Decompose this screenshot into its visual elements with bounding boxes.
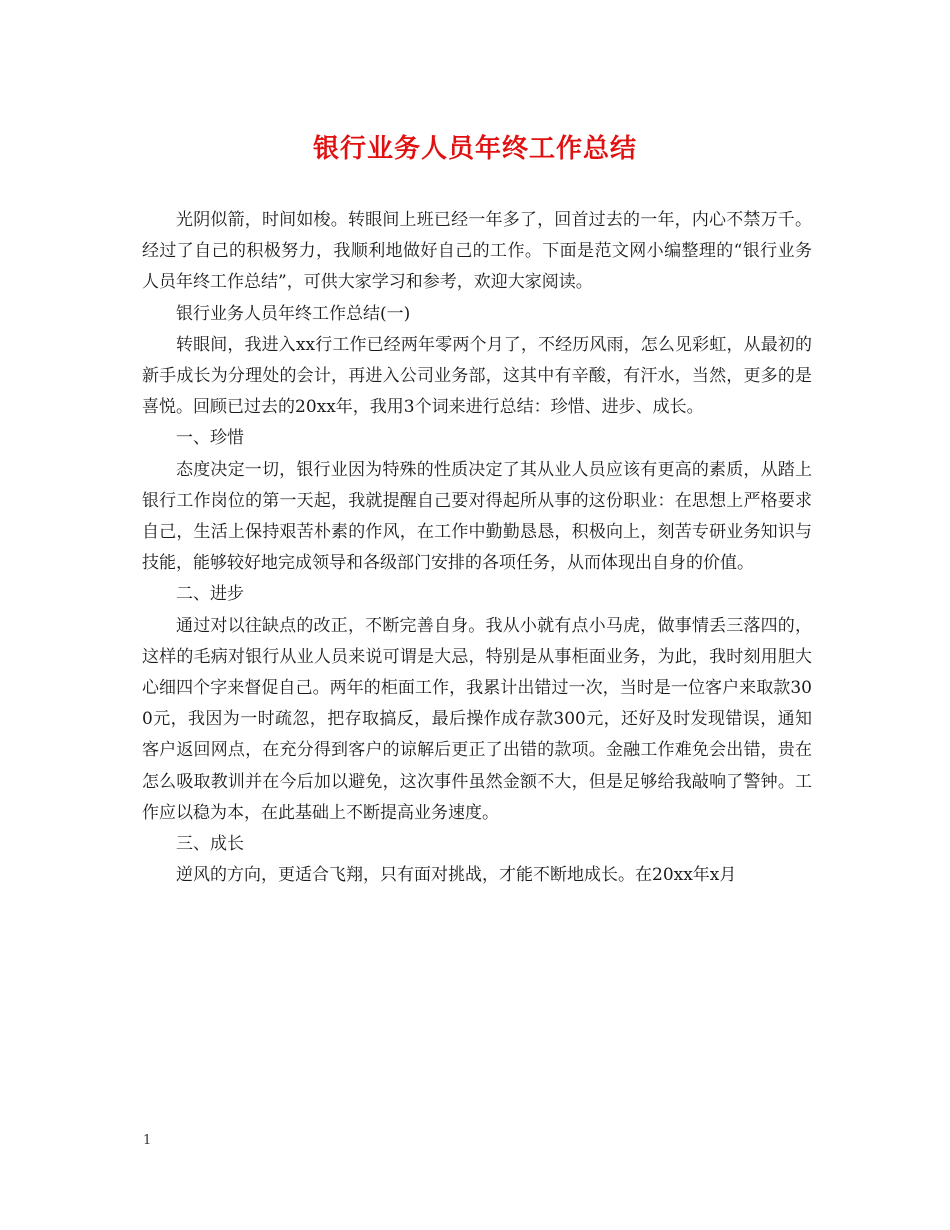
- page-number: 1: [143, 1133, 152, 1148]
- section-heading-one: 银行业务人员年终工作总结(一): [176, 303, 411, 324]
- document-body: [142, 205, 812, 891]
- paragraph-progress: 通过对以往缺点的改正，不断完善自身。我从小就有点小马虎，做事情丢三落四的，这样的毛病对银行从业人员来说可谓是大忌，特别是从事柜面业务，为此，我时刻用胆大心细四个字来督促自己。两年的柜面工作，我累计出错过一次，当时是一位客户来取款300元，我因为一时疏忽，把存取搞反，最后操作成存款300元，还好及时发现错误，通知客户返回网点，在充分得到客户的谅解后更正了出错的款项。金融工作难免会出错，贵在怎么吸取教训并在今后加以避免，这次事件虽然金额不大，但是足够给我敲响了警钟。工作应以稳为本，在此基础上不断提高业务速度。: [142, 615, 812, 823]
- document-title: 银行业务人员年终工作总结: [312, 134, 637, 164]
- subheading-progress: 二、进步: [176, 584, 244, 605]
- paragraph-cherish: 态度决定一切，银行业因为特殊的性质决定了其从业人员应该有更高的素质，从踏上银行工作岗位的第一天起，我就提醒自己要对得起所从事的这份职业：在思想上严格要求自己，生活上保持艰苦朴素的作风，在工作中勤勤恳恳，积极向上，刻苦专研业务知识与技能，能够较好地完成领导和各级部门安排的各项任务，从而体现出自身的价值。: [142, 459, 812, 574]
- subheading-cherish: 一、珍惜: [176, 428, 244, 449]
- paragraph-intro: 光阴似箭，时间如梭。转眼间上班已经一年多了，回首过去的一年，内心不禁万千。经过了自己的积极努力，我顺利地做好自己的工作。下面是范文网小编整理的“银行业务人员年终工作总结”，可供大家学习和参考，欢迎大家阅读。: [142, 210, 812, 293]
- paragraph-growth: 逆风的方向，更适合飞翔，只有面对挑战，才能不断地成长。在20xx年x月: [176, 865, 737, 886]
- paragraph-overview: 转眼间，我进入xx行工作已经两年零两个月了，不经历风雨，怎么见彩虹，从最初的新手成长为分理处的会计，再进入公司业务部，这其中有辛酸，有汗水，当然，更多的是喜悦。回顾已过去的20xx年，我用3个词来进行总结：珍惜、进步、成长。: [142, 334, 812, 418]
- subheading-growth: 三、成长: [176, 834, 244, 855]
